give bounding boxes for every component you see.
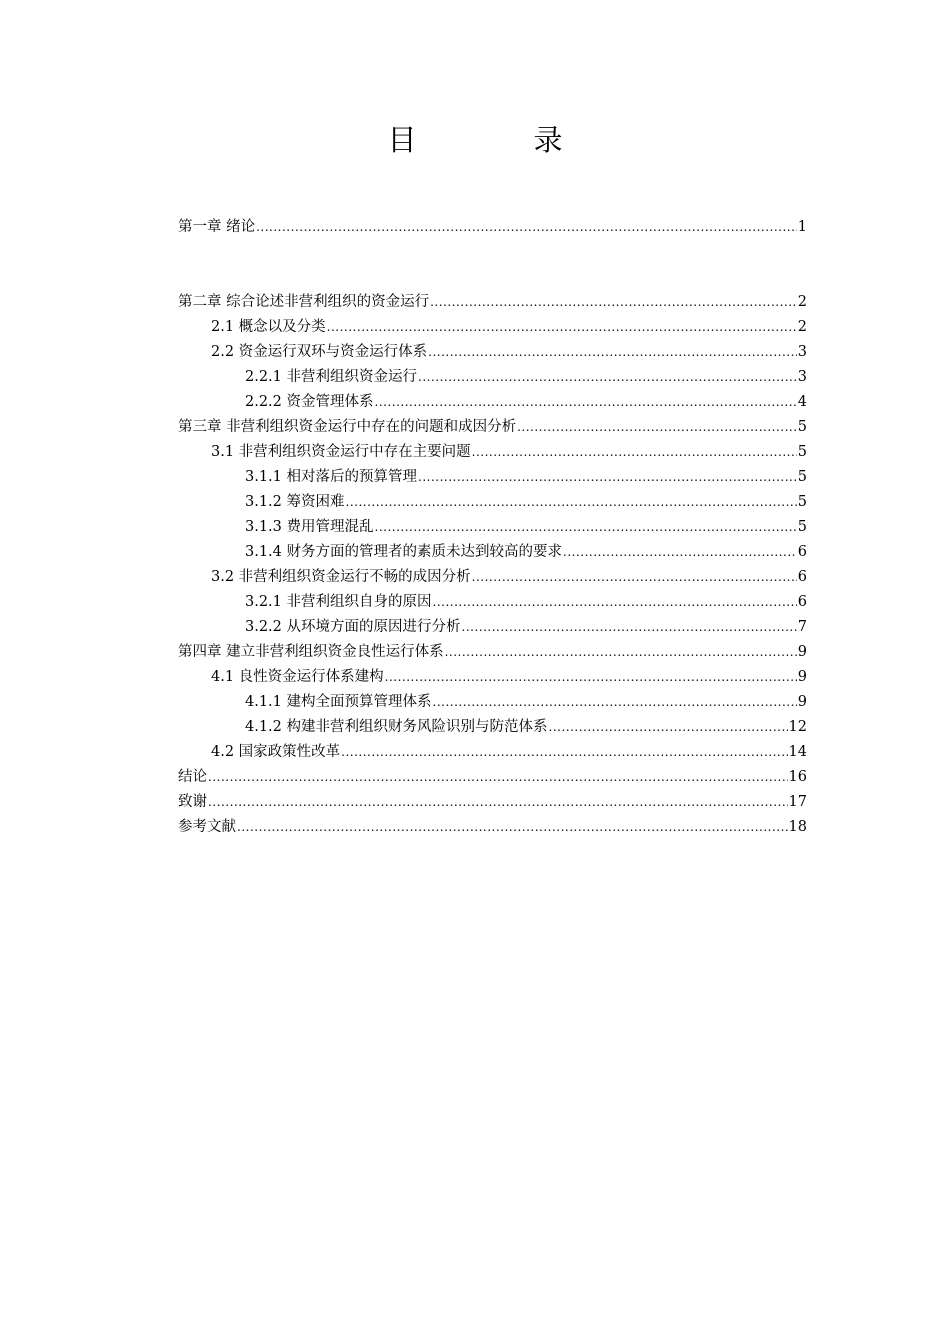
- toc-entry[interactable]: [178, 640, 807, 665]
- toc-page-number: 6: [797, 594, 807, 610]
- toc-page-number: 16: [788, 769, 807, 785]
- toc-entry[interactable]: [178, 590, 807, 615]
- toc-page-number: 2: [797, 319, 807, 335]
- toc-entry-label: 2.2 资金运行双环与资金运行体系: [211, 344, 428, 360]
- toc-entry-label: 2.2.1 非营利组织资金运行: [245, 369, 418, 385]
- toc-page-number: 5: [797, 494, 807, 510]
- toc-entry-label: 4.1.1 建构全面预算管理体系: [245, 694, 432, 710]
- toc-page-number: 18: [788, 819, 807, 835]
- toc-page-number: 5: [797, 419, 807, 435]
- toc-leader-dots: [517, 415, 797, 440]
- toc-entry-label: 结论: [178, 769, 207, 785]
- toc-leader-dots: [445, 640, 797, 665]
- toc-entry-label: 2.1 概念以及分类: [211, 319, 326, 335]
- toc-entry[interactable]: [178, 365, 807, 390]
- toc-entry-label: 3.1.2 筹资困难: [245, 494, 345, 510]
- toc-entry[interactable]: [178, 765, 807, 790]
- toc-entry-label: 第四章 建立非营利组织资金良性运行体系: [178, 644, 444, 660]
- toc-entry[interactable]: [178, 415, 807, 440]
- toc-entry-label: 第三章 非营利组织资金运行中存在的问题和成因分析: [178, 419, 517, 435]
- toc-leader-dots: [430, 290, 797, 315]
- toc-entry[interactable]: [178, 540, 807, 565]
- toc-page-number: 17: [788, 794, 807, 810]
- toc-entry[interactable]: [178, 290, 807, 315]
- toc-entry-label: 致谢: [178, 794, 207, 810]
- toc-entry-label: 3.2.2 从环境方面的原因进行分析: [245, 619, 461, 635]
- toc-page-number: 9: [797, 669, 807, 685]
- toc-entry[interactable]: [178, 465, 807, 490]
- toc-entry[interactable]: [178, 440, 807, 465]
- toc-leader-dots: [375, 515, 797, 540]
- toc-leader-dots: [428, 340, 797, 365]
- toc-entry-label: 4.1.2 构建非营利组织财务风险识别与防范体系: [245, 719, 548, 735]
- toc-entry-label: 参考文献: [178, 819, 236, 835]
- toc-page-number: 4: [797, 394, 807, 410]
- toc-entry-label: 3.1 非营利组织资金运行中存在主要问题: [211, 444, 471, 460]
- toc-leader-dots: [418, 465, 797, 490]
- toc-entry[interactable]: [178, 315, 807, 340]
- toc-entry[interactable]: [178, 565, 807, 590]
- toc-leader-dots: [346, 490, 797, 515]
- toc-entry-label: 第二章 综合论述非营利组织的资金运行: [178, 294, 430, 310]
- toc-leader-dots: [385, 665, 797, 690]
- toc-page-number: 12: [788, 719, 807, 735]
- toc-leader-dots: [256, 215, 797, 240]
- toc-page-number: 5: [797, 519, 807, 535]
- toc-leader-dots: [472, 440, 797, 465]
- toc-page-number: 7: [797, 619, 807, 635]
- toc-entry[interactable]: [178, 615, 807, 640]
- toc-page-number: 6: [797, 569, 807, 585]
- toc-page-number: 2: [797, 294, 807, 310]
- page-title: 目 录: [387, 123, 607, 157]
- toc-entry[interactable]: [178, 790, 807, 815]
- toc-page-number: 5: [797, 444, 807, 460]
- toc-entry[interactable]: [178, 740, 807, 765]
- toc-entry-label: 4.1 良性资金运行体系建构: [211, 669, 384, 685]
- toc-entry-label: 3.1.1 相对落后的预算管理: [245, 469, 418, 485]
- toc-page-number: 9: [797, 644, 807, 660]
- toc-entry-label: 3.2 非营利组织资金运行不畅的成因分析: [211, 569, 471, 585]
- toc-page-number: 1: [797, 219, 807, 235]
- toc-leader-dots: [418, 365, 797, 390]
- toc-page-number: 3: [797, 344, 807, 360]
- toc-entry-label: 3.1.3 费用管理混乱: [245, 519, 374, 535]
- toc-page-number: 9: [797, 694, 807, 710]
- toc-leader-dots: [433, 590, 797, 615]
- toc-leader-dots: [433, 690, 797, 715]
- toc-entry-label: 4.2 国家政策性改革: [211, 744, 341, 760]
- toc-entry-label: 3.1.4 财务方面的管理者的素质未达到较高的要求: [245, 544, 563, 560]
- toc-leader-dots: [462, 615, 797, 640]
- toc-leader-dots: [208, 765, 788, 790]
- toc-leader-dots: [563, 540, 797, 565]
- toc-leader-dots: [472, 565, 797, 590]
- toc-leader-dots: [327, 315, 797, 340]
- toc-entry[interactable]: [178, 515, 807, 540]
- toc-page-number: 5: [797, 469, 807, 485]
- toc-leader-dots: [375, 390, 797, 415]
- toc-entry[interactable]: [178, 215, 807, 240]
- toc-entry[interactable]: [178, 665, 807, 690]
- toc-entry-label: 3.2.1 非营利组织自身的原因: [245, 594, 432, 610]
- toc-leader-dots: [341, 740, 787, 765]
- table-of-contents: [178, 215, 807, 840]
- toc-leader-dots: [208, 790, 788, 815]
- toc-page-number: 6: [797, 544, 807, 560]
- toc-entry[interactable]: [178, 715, 807, 740]
- toc-page-number: 3: [797, 369, 807, 385]
- toc-entry[interactable]: [178, 815, 807, 840]
- toc-entry[interactable]: [178, 490, 807, 515]
- toc-leader-dots: [237, 815, 788, 840]
- toc-leader-dots: [549, 715, 788, 740]
- toc-entry[interactable]: [178, 390, 807, 415]
- toc-page-number: 14: [788, 744, 807, 760]
- toc-entry[interactable]: [178, 690, 807, 715]
- toc-entry-label: 2.2.2 资金管理体系: [245, 394, 374, 410]
- toc-entry[interactable]: [178, 340, 807, 365]
- toc-entry-label: 第一章 绪论: [178, 219, 256, 235]
